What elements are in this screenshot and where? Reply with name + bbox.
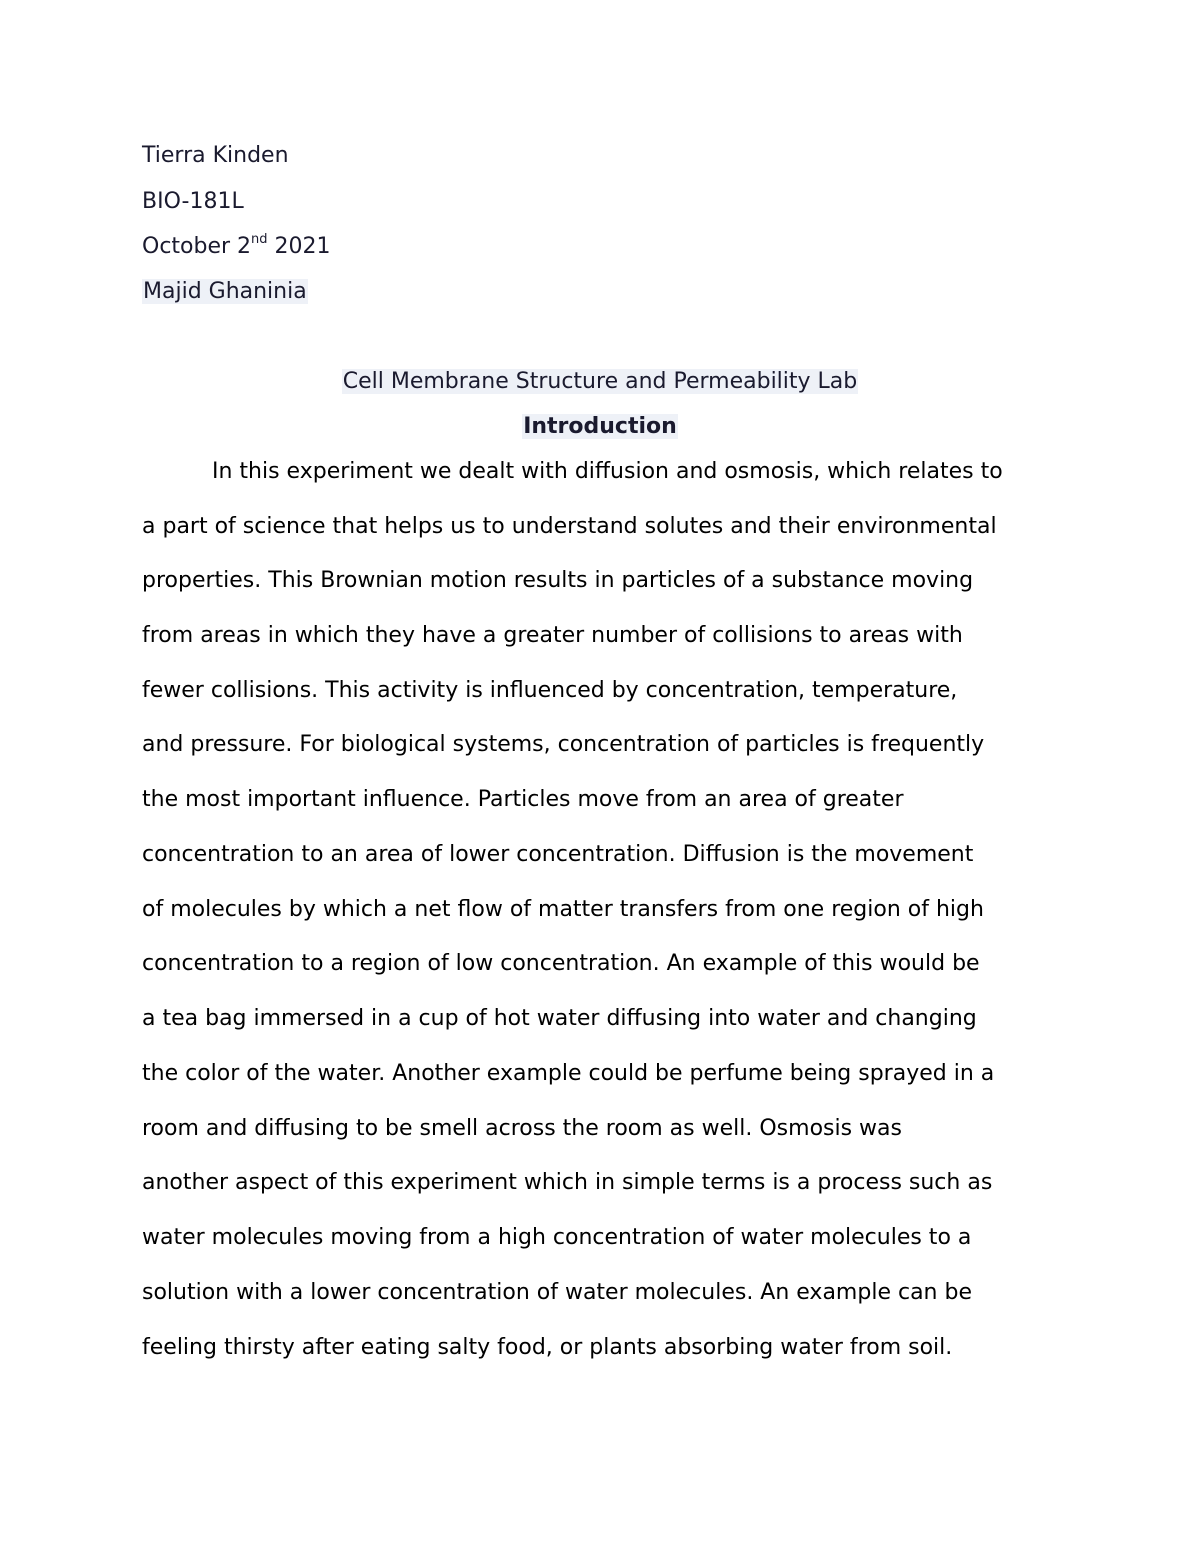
document-title [0,367,1200,397]
paragraph-line: feeling thirsty after eating salty food, or plants absorbing water from soil. [142,1335,953,1360]
paragraph-line: the color of the water. Another example could be perfume being sprayed in a [142,1061,995,1086]
paragraph-line: fewer collisions. This activity is influenced by concentration, temperature, [142,678,958,703]
paragraph-line: the most important influence. Particles move from an area of greater [142,787,904,812]
paragraph-line: a part of science that helps us to understand solutes and their environmental [142,514,997,539]
paragraph-line: and pressure. For biological systems, concentration of particles is frequently [142,732,985,757]
date-suffix: nd [251,231,268,247]
submission-date [142,232,331,262]
date-main: October 2 [142,234,252,259]
paragraph-line: a tea bag immersed in a cup of hot water diffusing into water and changing [142,1006,977,1031]
paragraph-line: solution with a lower concentration of water molecules. An example can be [142,1280,972,1305]
paragraph-line: from areas in which they have a greater number of collisions to areas with [142,623,963,648]
student-name: Tierra Kinden [142,143,289,168]
paragraph-line: In this experiment we dealt with diffusion and osmosis, which relates to [212,459,1003,484]
paragraph-line: of molecules by which a net flow of matter transfers from one region of high [142,897,984,922]
document-title-text: Cell Membrane Structure and Permeability Lab [342,369,858,394]
paragraph-line: another aspect of this experiment which in simple terms is a process such as [142,1170,993,1195]
paragraph-line: water molecules moving from a high concentration of water molecules to a [142,1225,972,1250]
course-code: BIO-181L [142,189,244,214]
instructor-name-text: Majid Ghaninia [143,279,307,304]
section-heading-text: Introduction [523,414,677,439]
date-year: 2021 [267,234,331,259]
paragraph-line: concentration to an area of lower concentration. Diffusion is the movement [142,842,974,867]
section-heading [0,412,1200,442]
paragraph-line: properties. This Brownian motion results in particles of a substance moving [142,568,974,593]
instructor-name [142,277,308,307]
paragraph-line: concentration to a region of low concentration. An example of this would be [142,951,980,976]
paragraph-line: room and diffusing to be smell across the room as well. Osmosis was [142,1116,902,1141]
